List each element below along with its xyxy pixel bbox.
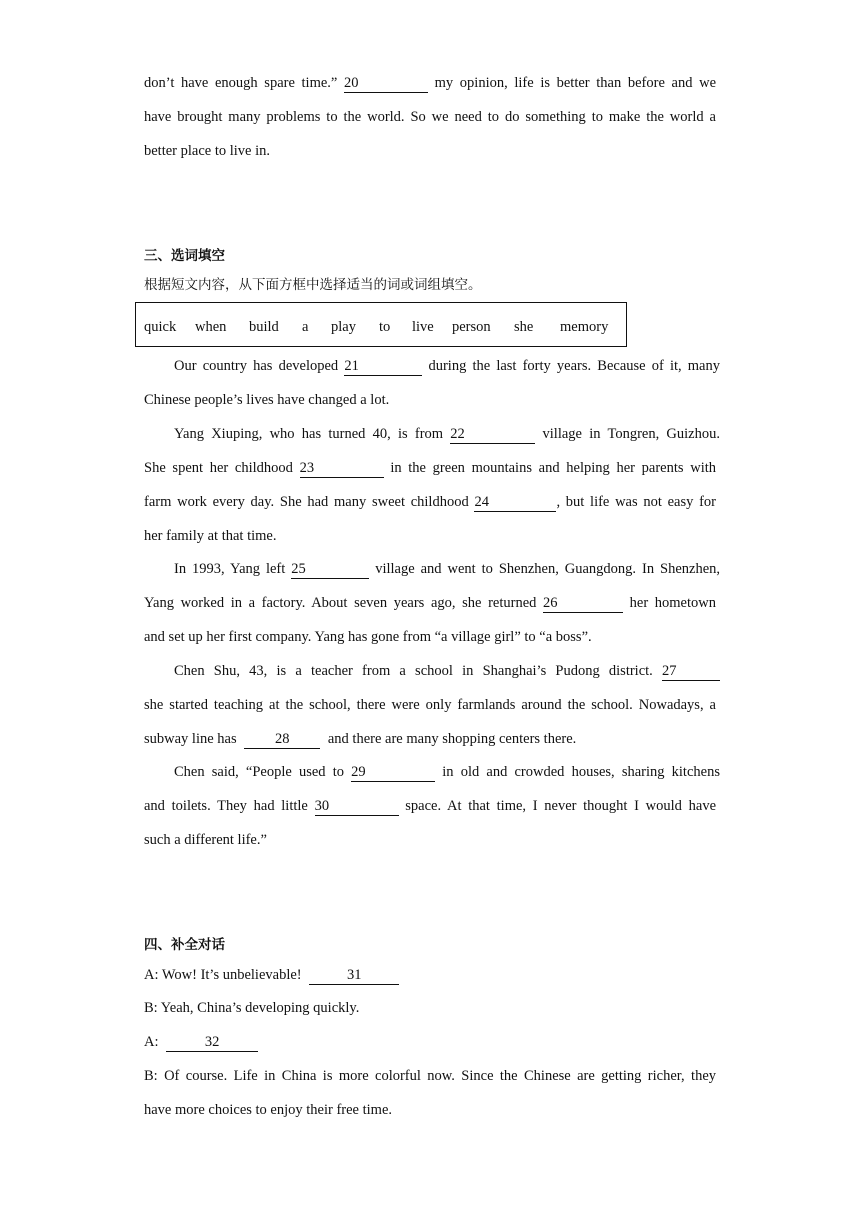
answer-blank-30[interactable]: 30 [315, 798, 399, 816]
passage-line: Chen Shu, 43, is a teacher from a school in Shanghai’s Pudong district. 27 [144, 661, 720, 681]
dialogue-line: B: Yeah, China’s developing quickly. [144, 1000, 360, 1016]
passage-line: Yang worked in a factory. About seven years ago, she returned 26 her hometown [144, 595, 716, 611]
word-bank-item: a [302, 319, 309, 335]
dialogue-line: A: Wow! It’s unbelievable! 31 [144, 965, 716, 985]
answer-blank-23[interactable]: 23 [300, 460, 384, 478]
passage-line: she started teaching at the school, there were only farmlands around the school. Nowadays, a [144, 697, 716, 713]
passage-line: Chen said, “People used to 29 in old and crowded houses, sharing kitchens [174, 764, 720, 780]
dialogue-line: A: 32 [144, 1032, 716, 1052]
passage-line: her family at that time. [144, 528, 277, 544]
answer-blank-20[interactable]: 20 [344, 75, 428, 93]
word-bank-item: person [452, 319, 491, 335]
answer-blank-27[interactable]: 27 [662, 663, 720, 681]
passage-line: better place to live in. [144, 143, 271, 159]
passage-line: subway line has 28 and there are many shopping centers there. [144, 731, 577, 747]
passage-line: Chinese people’s lives have changed a lot. [144, 392, 390, 408]
word-bank-item: build [249, 319, 279, 335]
section-heading-word-fill: 三、选词填空 [144, 248, 225, 264]
answer-blank-22[interactable]: 22 [450, 426, 535, 444]
passage-line: such a different life.” [144, 832, 267, 848]
passage-line: Yang Xiuping, who has turned 40, is from 22 village in Tongren, Guizhou. [174, 426, 720, 442]
answer-blank-21[interactable]: 21 [344, 358, 422, 376]
answer-blank-31[interactable]: 31 [309, 967, 399, 985]
passage-line: don’t have enough spare time.” 20 my opinion, life is better than before and we [144, 75, 717, 91]
dialogue-line: B: Of course. Life in China is more colorful now. Since the Chinese are getting richer, they [144, 1068, 716, 1084]
answer-blank-32[interactable]: 32 [166, 1034, 258, 1052]
answer-blank-29[interactable]: 29 [351, 764, 435, 782]
dialogue-line: have more choices to enjoy their free time. [144, 1102, 393, 1118]
passage-line: and set up her first company. Yang has gone from “a village girl” to “a boss”. [144, 629, 592, 645]
passage-line: have brought many problems to the world. So we need to do something to make the world a [144, 109, 716, 125]
passage-line: She spent her childhood 23 in the green mountains and helping her parents with [144, 460, 717, 476]
word-bank-item: play [331, 319, 356, 335]
answer-blank-25[interactable]: 25 [291, 561, 369, 579]
section-instruction: 根据短文内容，从下面方框中选择适当的词或词组填空。 [144, 277, 482, 293]
passage-line: Our country has developed 21 during the last forty years. Because of it, many [174, 358, 720, 374]
answer-blank-24[interactable]: 24 [474, 494, 556, 512]
passage-line: In 1993, Yang left 25 village and went to Shenzhen, Guangdong. In Shenzhen, [174, 561, 721, 577]
section-heading-dialogue: 四、补全对话 [144, 937, 225, 953]
word-bank-item: memory [560, 319, 609, 335]
word-bank-item: live [412, 319, 434, 335]
word-bank-item: she [514, 319, 534, 335]
word-bank-item: to [379, 319, 391, 335]
passage-line: farm work every day. She had many sweet childhood 24 , but life was not easy for [144, 494, 717, 510]
answer-blank-26[interactable]: 26 [543, 595, 623, 613]
word-bank-item: when [195, 319, 227, 335]
answer-blank-28[interactable]: 28 [244, 731, 320, 749]
passage-line: and toilets. They had little 30 space. At that time, I never thought I would have [144, 798, 717, 814]
word-bank-box [135, 302, 627, 347]
word-bank-item: quick [144, 319, 177, 335]
